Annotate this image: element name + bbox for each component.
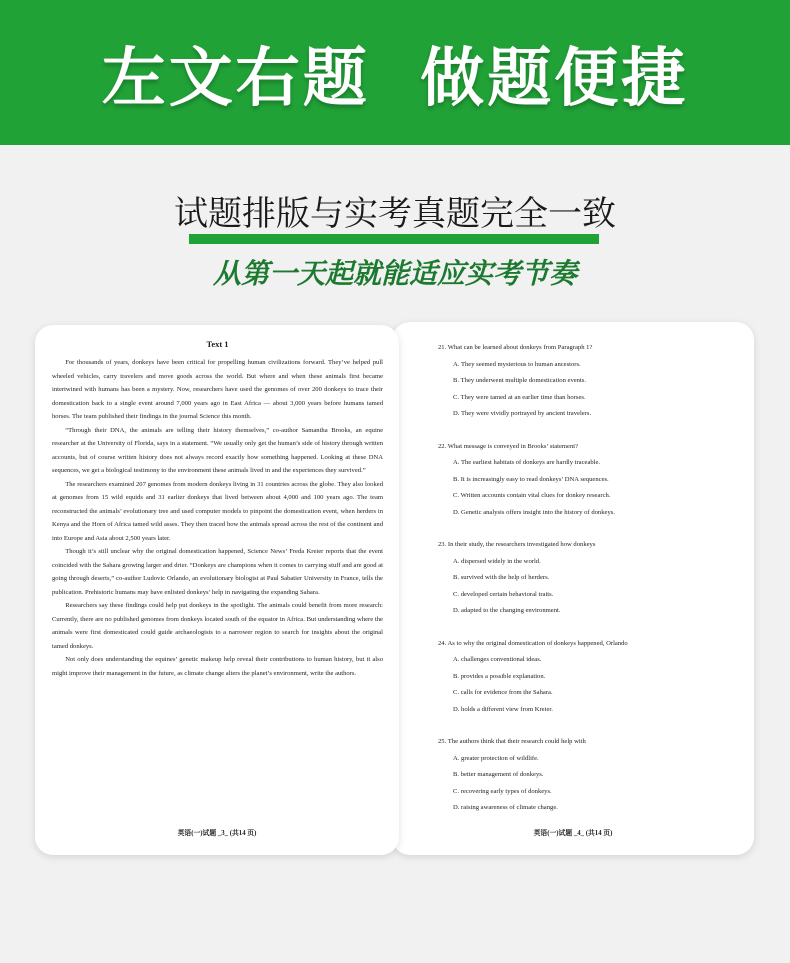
option-a: A. challenges conventional ideas. xyxy=(453,656,542,663)
passage-paragraph: Not only does understanding the equines’ genetic makeup help reveal their contributions to human history, but it also might improve their management in the future, as climate change alters the planet’s environment, write the authors. xyxy=(52,656,383,677)
option-c: C. calls for evidence from the Sahara. xyxy=(453,689,553,696)
option-d: D. They were vividly portrayed by ancient travelers. xyxy=(453,410,592,417)
option-d: D. adapted to the changing environment. xyxy=(453,607,561,614)
question-24 xyxy=(438,636,738,719)
option-d: D. raising awareness of climate change. xyxy=(453,804,558,811)
option-c: C. They were tamed at an earlier time than horses. xyxy=(453,393,586,401)
option-c: C. developed certain behavioral traits. xyxy=(453,590,554,598)
exam-page-left xyxy=(35,325,399,855)
page-footer: 英语(一)试题 _3_ (共14 页) xyxy=(177,830,257,837)
option-d: D. Genetic analysis offers insight into the history of donkeys. xyxy=(453,508,615,516)
question-stem: 25. The authors think that their research could help with xyxy=(438,738,586,745)
passage-paragraph: Researchers say these findings could help put donkeys in the spotlight. The animals could benefit from more research: Currently, there are no published genomes from donkeys located south of the equator in Africa. But understanding where the animals were first domesticated could guide archaeologists to a narrower region to search for insights about the original tamed donkeys. xyxy=(52,602,383,650)
passage-paragraph: For thousands of years, donkeys have been critical for propelling human civilizations forward. They’ve helped pull wheeled vehicles, carry travelers and move goods across the world. But where and when these animals first became intertwined with humans has been a mystery. Now, researchers have used the genomes of over 200 donkeys to trace their domestication back to a single event around 7,000 years ago in East Africa — about 3,000 years before humans tamed horses. The team published their findings in the journal Science this month. xyxy=(52,359,383,420)
option-a: A. The earliest habitats of donkeys are hardly traceable. xyxy=(453,459,601,466)
question-25 xyxy=(438,734,738,817)
question-stem: 22. What message is conveyed in Brooks’ statement? xyxy=(438,442,579,450)
option-a: A. dispersed widely in the world. xyxy=(453,557,541,565)
option-b: B. better management of donkeys. xyxy=(453,771,544,778)
option-b: B. survived with the help of herders. xyxy=(453,574,550,581)
passage-title: Text 1 xyxy=(206,339,229,349)
question-stem: 21. What can be learned about donkeys from Paragraph 1? xyxy=(438,344,593,351)
passage-paragraph: “Through their DNA, the animals are telling their history themselves,” co-author Samantha Brooks, an equine researcher at the University of Florida, says in a statement. “We usually only get the human’s side of history through written accounts, but of course written history does not always record exactly how something happened. Looking at these DNA sequences, we get a biological testimony to the environment these animals lived in and the experiences they survived.” xyxy=(52,426,383,474)
question-list xyxy=(438,340,738,833)
option-b: B. It is increasingly easy to read donkeys’ DNA sequences. xyxy=(453,475,609,483)
subtitle: 试题排版与实考真题完全一致 xyxy=(174,194,616,234)
tagline: 从第一天起就能适应实考节奏 xyxy=(212,257,577,290)
option-a: A. They seemed mysterious to human ancestors. xyxy=(453,360,581,368)
banner-title: 左文右题 做题便捷 xyxy=(101,41,689,116)
question-22 xyxy=(438,439,738,522)
question-23 xyxy=(438,537,738,620)
question-21 xyxy=(438,340,738,423)
page-footer: 英语(一)试题 _4_ (共14 页) xyxy=(533,830,613,837)
passage-paragraph: Though it’s still unclear why the original domestication happened, Science News’ Freda Kreier reports that the event coincided with the Sahara growing larger and drier. “Donkeys are champions when it comes to carrying stuff and are good at going through deserts,” co-author Ludovic Orlando, an evolutionary biologist at Paul Sabatier University in France, tells the publication. Prehistoric humans may have enlisted donkeys’ help in navigating the expanding Sahara. xyxy=(52,548,383,596)
option-c: C. Written accounts contain vital clues for donkey research. xyxy=(453,492,611,499)
reading-passage xyxy=(52,339,383,680)
option-d: D. holds a different view from Kreier. xyxy=(453,705,553,713)
exam-page-right xyxy=(392,322,754,855)
question-stem: 23. In their study, the researchers investigated how donkeys xyxy=(438,541,596,548)
passage-paragraph: The researchers examined 207 genomes from modern donkeys living in 31 countries across the globe. They also looked at genomes from 15 wild equids and 31 earlier donkeys that lived between about 4,000 and 100 years ago. The team reconstructed the animals’ evolutionary tree and used computer models to pinpoint the domestication event, when herders in Kenya and the Horn of Africa tamed wild asses. They then traced how the animals spread across the rest of the continent and into Europe and Asia about 2,500 years later. xyxy=(52,480,383,542)
top-banner xyxy=(0,0,790,145)
option-c: C. recovering early types of donkeys. xyxy=(453,787,552,795)
green-divider xyxy=(189,234,599,244)
option-a: A. greater protection of wildlife. xyxy=(453,754,539,762)
question-stem: 24. As to why the original domestication of donkeys happened, Orlando xyxy=(438,639,628,647)
option-b: B. They underwent multiple domestication events. xyxy=(453,377,587,384)
option-b: B. provides a possible explanation. xyxy=(453,672,546,680)
